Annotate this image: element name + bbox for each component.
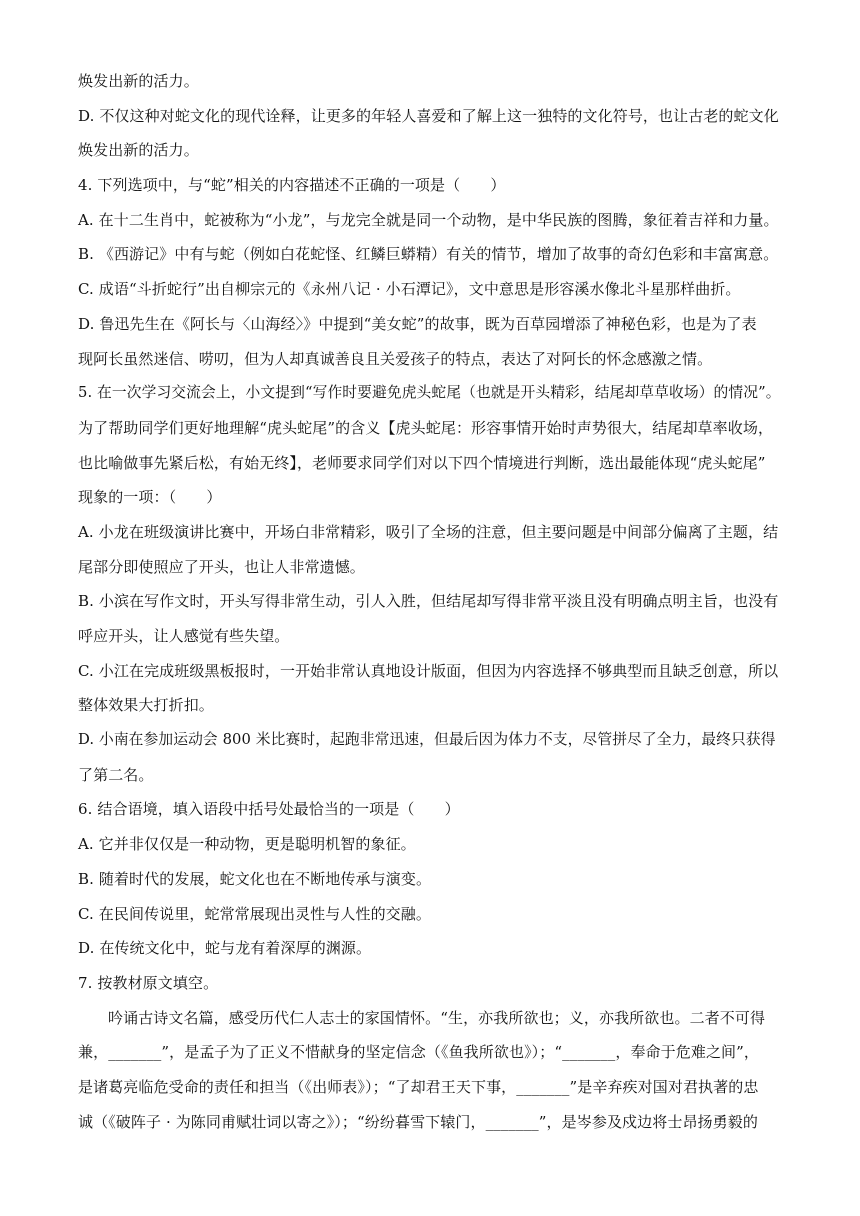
text-line: 兼，_______”，是孟子为了正义不惜献身的坚定信念（《鱼我所欲也》）；“_______，奉命于危难之间”， — [78, 1043, 760, 1062]
option-a-q5: A. 小龙在班级演讲比赛中，开场白非常精彩，吸引了全场的注意，但主要问题是中间部分偏离了主题，结 — [78, 522, 779, 541]
text-line: 焕发出新的活力。 — [78, 72, 199, 90]
text-line: 尾部分即使照应了开头，也让人非常遗憾。 — [78, 557, 365, 576]
option-d-q3: D. 不仅这种对蛇文化的现代诠释，让更多的年轻人喜爱和了解上这一独特的文化符号，也让古老的蛇文化 — [78, 106, 779, 125]
text-line: 整体效果大打折扣。 — [78, 696, 214, 715]
text-line: 现阿长虽然迷信、唠叨，但为人却真诚善良且关爱孩子的特点，表达了对阿长的怀念感激之情。 — [78, 349, 713, 368]
question-4-stem: 4. 下列选项中，与“蛇”相关的内容描述不正确的一项是（ ） — [78, 176, 506, 195]
option-b-q4: B. 《西游记》中有与蛇（例如白花蛇怪、红鳞巨蟒精）有关的情节，增加了故事的奇幻色彩和丰富寓意。 — [78, 245, 779, 264]
option-c-q6: C. 在民间传说里，蛇常常展现出灵性与人性的交融。 — [78, 904, 431, 923]
option-d-q5: D. 小南在参加运动会 800 米比赛时，起跑非常迅速，但最后因为体力不支，尽管拼尽了全力，最终只获得 — [78, 731, 776, 749]
question-7-stem: 7. 按教材原文填空。 — [78, 973, 219, 992]
text-line: 是诸葛亮临危受命的责任和担当（《出师表》）；“了却君王天下事，_______”是辛弃疾对国对君执著的忠 — [78, 1077, 759, 1096]
option-c-q5: C. 小江在完成班级黑板报时，一开始非常认真地设计版面，但因为内容选择不够典型而且缺乏创意，所以 — [78, 661, 779, 680]
document-page — [78, 64, 786, 1139]
text-line: 现象的一项：（ ） — [78, 488, 222, 507]
question-5-stem: 5. 在一次学习交流会上，小文提到“写作时要避免虎头蛇尾（也就是开头精彩，结尾却草草收场）的情况”。 — [78, 384, 781, 402]
text-line: 为了帮助同学们更好地理解“虎头蛇尾”的含义【虎头蛇尾：形容事情开始时声势很大，结尾却草率收场， — [78, 418, 774, 437]
option-a-q4: A. 在十二生肖中，蛇被称为“小龙”，与龙完全就是同一个动物，是中华民族的图腾，象征着吉祥和力量。 — [78, 210, 779, 229]
text-line: 也比喻做事先紧后松，有始无终】，老师要求同学们对以下四个情境进行判断，选出最能体现“虎头蛇尾” — [78, 453, 766, 472]
option-d-q4: D. 鲁迅先生在《阿长与〈山海经〉》中提到“美女蛇”的故事，既为百草园增添了神秘色彩，也是为了表 — [78, 314, 757, 333]
option-d-q6: D. 在传统文化中，蛇与龙有着深厚的渊源。 — [78, 939, 372, 958]
text-line: 焕发出新的活力。 — [78, 141, 199, 160]
text-line: 呼应开头，让人感觉有些失望。 — [78, 627, 290, 645]
question-6-stem: 6. 结合语境，填入语段中括号处最恰当的一项是（ ） — [78, 800, 460, 819]
text-line: 诚（《破阵子 · 为陈同甫赋壮词以寄之》）；“纷纷暮雪下辕门，_______”，是岑参及戍边将士昂扬勇毅的 — [78, 1112, 758, 1131]
option-b-q6: B. 随着时代的发展，蛇文化也在不断地传承与演变。 — [78, 869, 432, 888]
option-c-q4: C. 成语“斗折蛇行”出自柳宗元的《永州八记 · 小石潭记》，文中意思是形容溪水像北斗星那样曲折。 — [78, 280, 741, 299]
option-b-q5: B. 小滨在写作文时，开头写得非常生动，引人入胜，但结尾却写得非常平淡且没有明确点明主旨，也没有 — [78, 592, 779, 611]
option-a-q6: A. 它并非仅仅是一种动物，更是聪明机智的象征。 — [78, 835, 416, 854]
text-line: 了第二名。 — [78, 765, 154, 784]
question-7-passage: 吟诵古诗文名篇，感受历代仁人志士的家国情怀。“生，亦我所欲也；义，亦我所欲也。二者不可得 — [108, 1008, 766, 1027]
